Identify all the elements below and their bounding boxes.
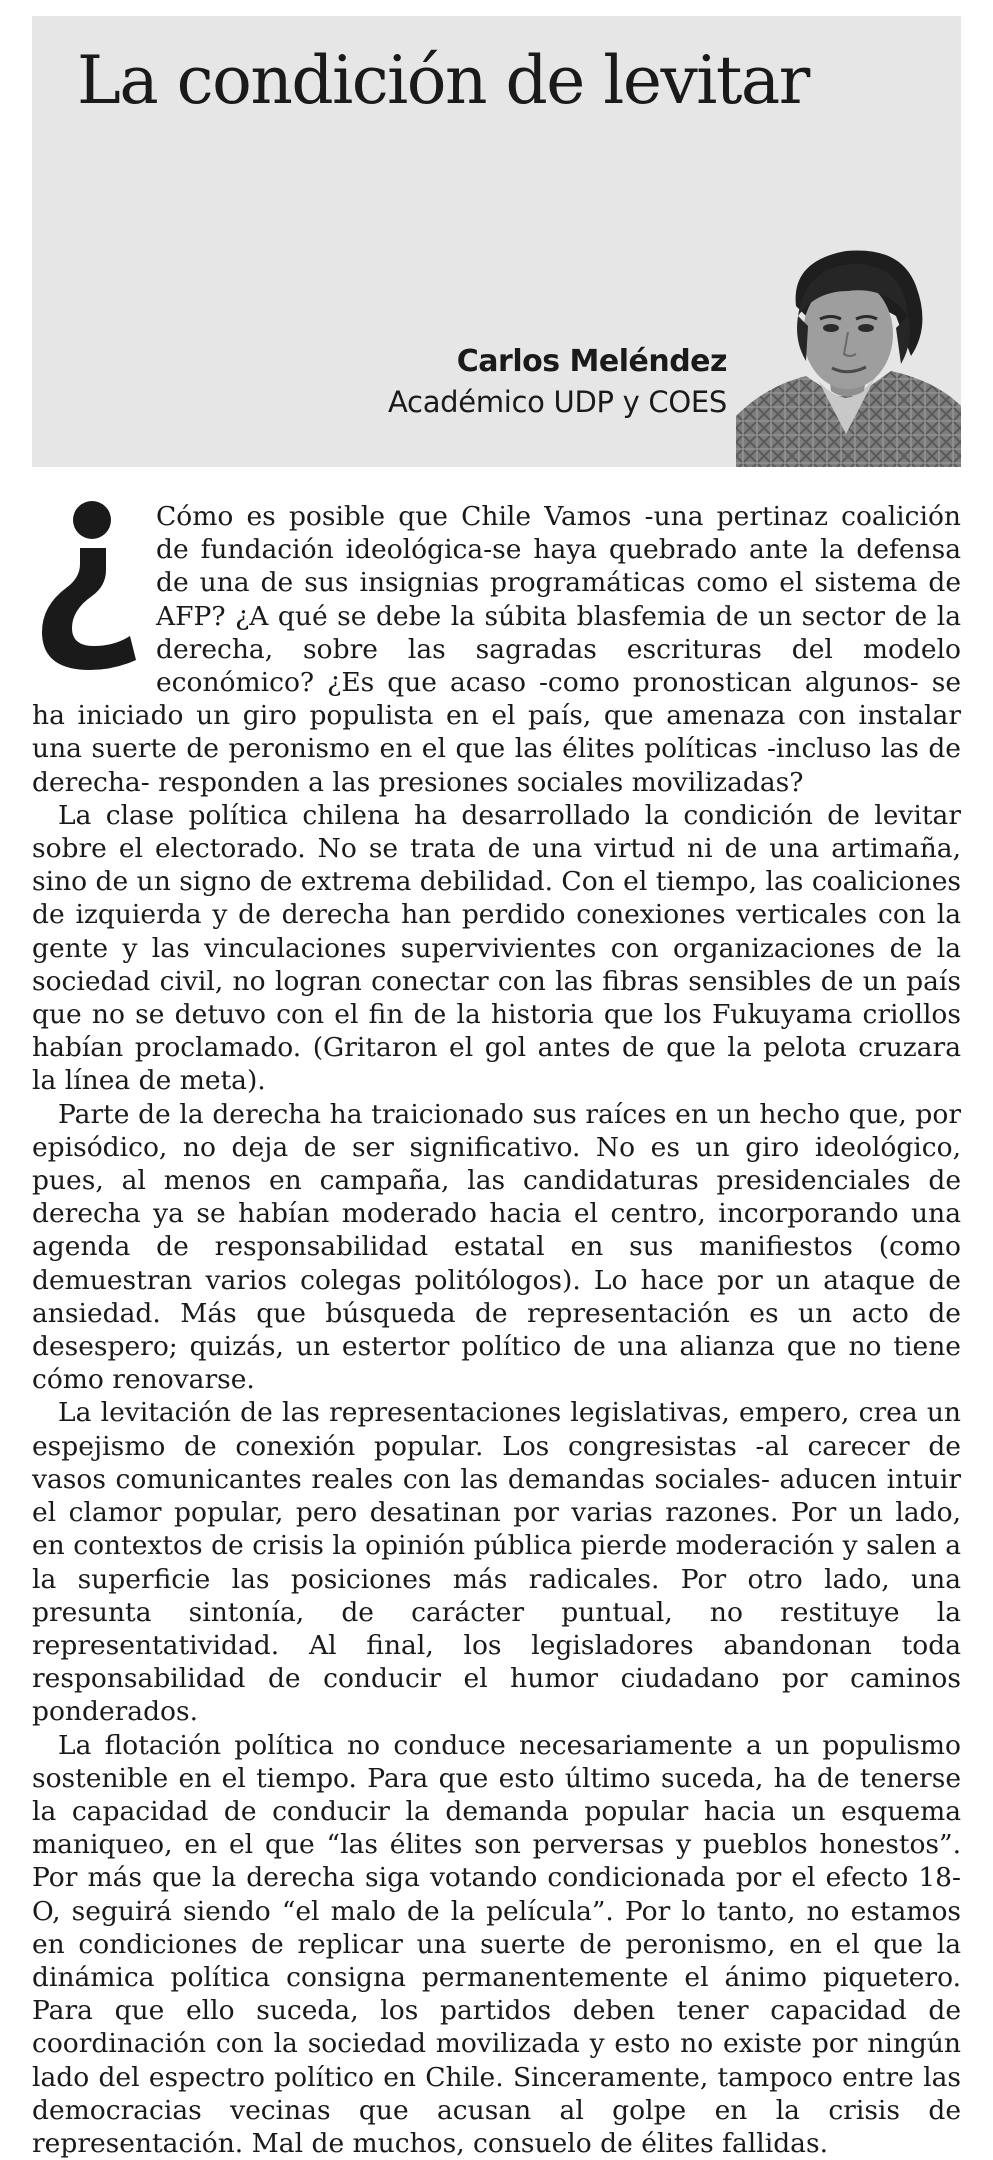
article-paragraph: La clase política chilena ha desarrollado la condición de levitar sobre el electorado. No se trata de una virtud ni de una artimaña, sino de un signo de extrema debilidad. Con el tiempo, las coaliciones de izquierda y de derecha han perdido conexiones verticales con la gente y las vinculaciones supervivientes con organizaciones de la sociedad civil, no logran conectar con las fibras sensibles de un país que no se detuvo con el fin de la historia que los Fukuyama criollos habían proclamado. (Gritaron el gol antes de que la pelota cruzara la línea de meta). <box>32 799 961 1097</box>
article-paragraph: La levitación de las representaciones legislativas, empero, crea un espejismo de conexión popular. Los congresistas -al carecer de vasos comunicantes reales con las demandas sociales- aducen intuir el clamor popular, pero desatinan por varias razones. Por un lado, en contextos de crisis la opinión pública pierde moderación y salen a la superficie las posiciones más radicales. Por otro lado, una presunta sintonía, de carácter puntual, no restituye la representatividad. Al final, los legisladores abandonan toda responsabilidad de conducir el humor ciudadano por caminos ponderados. <box>32 1397 961 1728</box>
portrait-photo-icon <box>736 246 961 467</box>
article-header <box>32 16 961 467</box>
author-portrait <box>736 246 961 467</box>
drop-cap <box>32 500 144 670</box>
article-body <box>32 500 961 2160</box>
article-paragraph <box>32 500 961 799</box>
article-title: La condición de levitar <box>77 42 809 119</box>
author-affiliation: Académico UDP y COES <box>388 385 727 419</box>
article-paragraph: La flotación política no conduce necesariamente a un populismo sostenible en el tiempo. Para que esto último suceda, ha de tenerse la capacidad de conducir la demanda popular hacia un esquema maniqueo, en el que “las élites son perversas y pueblos honestos”. Por más que la derecha siga votando condicionada por el efecto 18-O, seguirá siendo “el malo de la película”. Por lo tanto, no estamos en condiciones de replicar una suerte de peronismo, en el que la dinámica política consigna permanentemente el ánimo piquetero. Para que ello suceda, los partidos deben tener capacidad de coordinación con la sociedad movilizada y esto no existe por ningún lado del espectro político en Chile. Sinceramente, tampoco entre las democracias vecinas que acusan al golpe en la crisis de representación. Mal de muchos, consuelo de élites fallidas. <box>32 1729 961 2159</box>
author-name: Carlos Meléndez <box>456 344 727 379</box>
byline <box>388 342 727 422</box>
inverted-question-mark-icon <box>32 500 144 670</box>
article-paragraph: Parte de la derecha ha traicionado sus raíces en un hecho que, por episódico, no deja de ser significativo. No es un giro ideológico, pues, al menos en campaña, las candidaturas presidenciales de derecha ya se habían moderado hacia el centro, incorporando una agenda de responsabilidad estatal en sus manifiestos (como demuestran varios colegas politólogos). Lo hace por un ataque de ansiedad. Más que búsqueda de representación es un acto de desespero; quizás, un estertor político de una alianza que no tiene cómo renovarse. <box>32 1098 961 1396</box>
paragraph-text: Cómo es posible que Chile Vamos -una pertinaz coalición de fundación ideológica-se haya quebrado ante la defensa de una de sus insignias programáticas como el sistema de AFP? ¿A qué se debe la súbita blasfemia de un sector de la derecha, sobre las sagradas escrituras del modelo económico? ¿Es que acaso -como pronostican algunos- se ha iniciado un giro populista en el país, que amenaza con instalar una suerte de peronismo en el que las élites políticas -incluso las de derecha- responden a las presiones sociales movilizadas? <box>32 501 961 798</box>
